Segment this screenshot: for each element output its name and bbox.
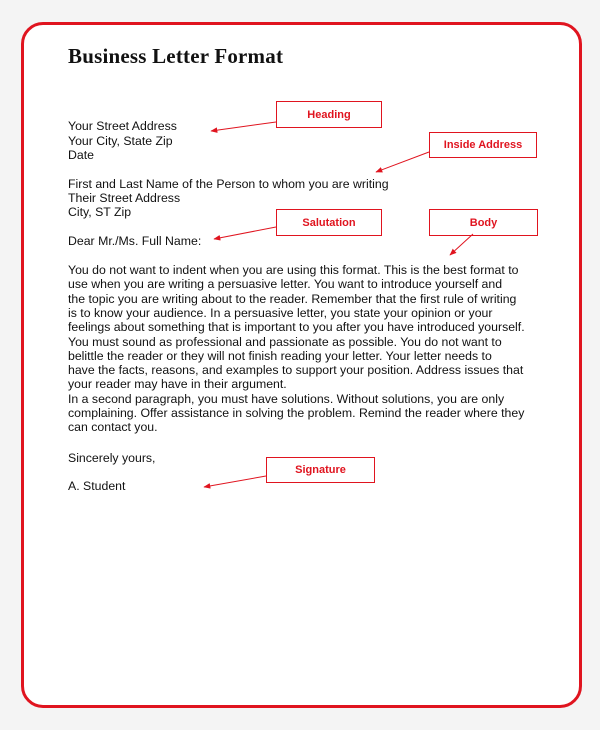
- page-title: Business Letter Format: [68, 44, 284, 68]
- body-line: complaining. Offer assistance in solving the problem. Remind the reader where they: [68, 406, 525, 420]
- callout-signature: Signature: [266, 457, 375, 483]
- body-line: You must sound as professional and passionate as possible. You do not want to: [68, 335, 502, 349]
- body-line: can contact you.: [68, 420, 158, 434]
- heading-line-date: Date: [68, 148, 94, 162]
- inside-address-line-city: City, ST Zip: [68, 205, 132, 219]
- inside-address-line-street: Their Street Address: [68, 191, 181, 205]
- heading-line-city: Your City, State Zip: [68, 134, 173, 148]
- body-line: the topic you are writing about to the reader. Remember that the first rule of writing: [68, 292, 517, 306]
- salutation-text: Dear Mr./Ms. Full Name:: [68, 234, 202, 248]
- signature-text: A. Student: [68, 479, 126, 493]
- body-line: is to know your audience. In a persuasive letter, you state your opinion or your: [68, 306, 493, 320]
- body-line: belittle the reader or they will not finish reading your letter. Your letter needs to: [68, 349, 492, 363]
- inside-address-line-name: First and Last Name of the Person to whom you are writing: [68, 177, 389, 191]
- body-line: feelings about something that is important to you after you have introduced yourself.: [68, 320, 525, 334]
- body-line: In a second paragraph, you must have solutions. Without solutions, you are only: [68, 392, 505, 406]
- callout-inside-address: Inside Address: [429, 132, 537, 158]
- body-line: your reader may have in their argument.: [68, 377, 287, 391]
- heading-line-street: Your Street Address: [68, 119, 177, 133]
- closing-text: Sincerely yours,: [68, 451, 156, 465]
- body-line: have the facts, reasons, and examples to support your position. Address issues that: [68, 363, 524, 377]
- body-line: use when you are writing a persuasive letter. You want to introduce yourself and: [68, 277, 503, 291]
- body-line: You do not want to indent when you are using this format. This is the best format to: [68, 263, 519, 277]
- callout-salutation: Salutation: [276, 209, 382, 236]
- callout-body: Body: [429, 209, 538, 236]
- callout-heading: Heading: [276, 101, 382, 128]
